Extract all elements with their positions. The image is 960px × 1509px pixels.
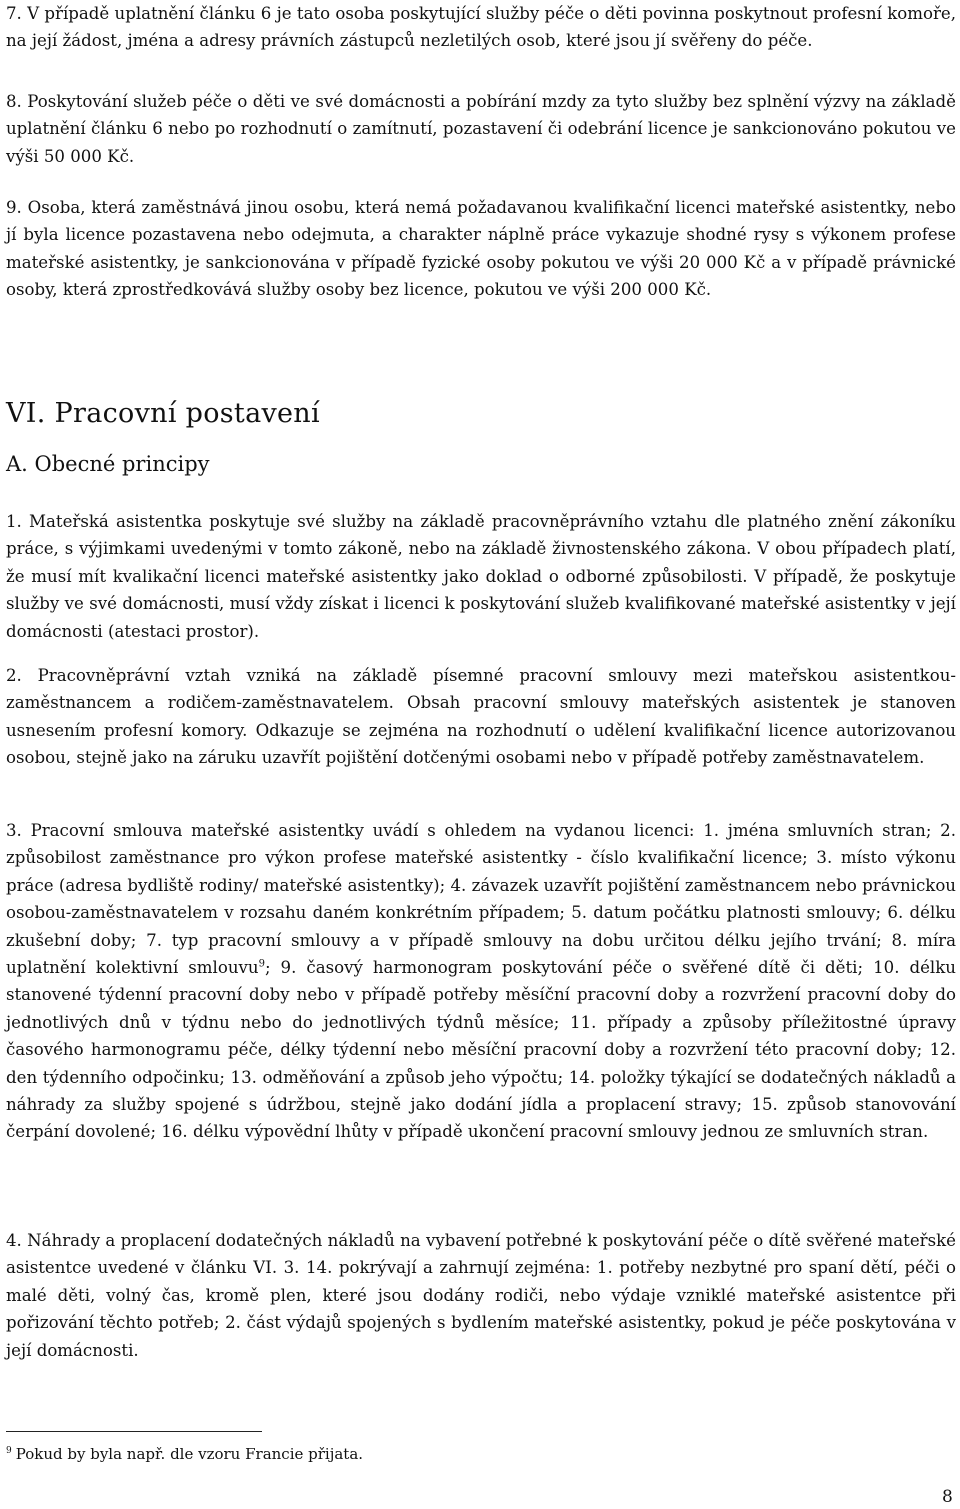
paragraph-section-3-part-2: ; 9. časový harmonogram poskytování péče o svěřené dítě či děti; 10. délku stanovené týdenní pracovní doby nebo v případě potřeby měsíční pracovní doby a rozvržení pracovní doby do jednotlivých dnů v týdnu nebo do jednotlivých týdnů měsíce; 11. případy a způsoby příležitostné úpravy časového harmonogramu péče, délky týdenní nebo měsíční pracovní doby a rozvržení této pracovní doby; 12. den týdenního odpočinku; 13. odměňování a způsob jeho výpočtu; 14. položky týkající se dodatečných nákladů a náhrady za služby spojené s údržbou, stejně jako dodání jídla a proplacení stravy; 15. způsob stanovování čerpání dovolené; 16. délku výpovědní lhůty v případě ukončení pracovní smlouvy jednou ze smluvních stran. [6,958,956,1142]
footnote-separator [6,1431,262,1432]
paragraph-8: 8. Poskytování služeb péče o děti ve své domácnosti a pobírání mzdy za tyto služby bez splnění výzvy na základě uplatnění článku 6 nebo po rozhodnutí o zamítnutí, pozastavení či odebrání licence je sankcionováno pokutou ve výši 50 000 Kč. [6,92,956,166]
paragraph-section-1: 1. Mateřská asistentka poskytuje své služby na základě pracovněprávního vztahu dle platného znění zákoníku práce, s výjimkami uvedenými v tomto zákoně, nebo na základě živnostenského zákona. V obou případech platí, že musí mít kvalikační licenci mateřské asistentky jako doklad o odborné způsobilosti. V případě, že poskytuje služby ve své domácnosti, musí vždy získat i licenci k poskytování služeb kvalifikované mateřské asistentky v její domácnosti (atestaci prostor). [6,512,956,641]
page-number: 8 [942,1487,953,1507]
paragraph-section-3-part-1: 3. Pracovní smlouva mateřské asistentky uvádí s ohledem na vydanou licenci: 1. jména smluvních stran; 2. způsobilost zaměstnance pro výkon profese mateřské asistentky - číslo kvalifikační licence; 3. místo výkonu práce (adresa bydliště rodiny/ mateřské asistentky); 4. závazek uzavřít pojištění zaměstnancem nebo právnickou osobou-zaměstnavatelem v rozsahu daném konkrétním případem; 5. datum počátku platnosti smlouvy; 6. délku zkušební doby; 7. typ pracovní smlouvy a v případě smlouvy na dobu určitou délku jejího trvání; 8. míra uplatnění kolektivní smlouvu [6,821,956,978]
footnote-text: Pokud by byla např. dle vzoru Francie přijata. [15,1445,364,1463]
paragraph-section-3 [6,817,956,1146]
footnote-reference[interactable]: 9 [258,958,265,970]
paragraph-9: 9. Osoba, která zaměstnává jinou osobu, která nemá požadavanou kvalifikační licenci mateřské asistentky, nebo jí byla licence pozastavena nebo odejmuta, a charakter náplně práce vykazuje shodné rysy s výkonem profese mateřské asistentky, je sankcionována v případě fyzické osoby pokutou ve výši 20 000 Kč a v případě právnické osoby, která zprostředkovává služby osoby bez licence, pokutou ve výši 200 000 Kč. [6,198,956,300]
paragraph-section-2: 2. Pracovněprávní vztah vzniká na základě písemné pracovní smlouvy mezi mateřskou asistentkou-zaměstnancem a rodičem-zaměstnavatelem. Obsah pracovní smlouvy mateřských asistentek je stanoven usnesením profesní komory. Odkazuje se zejména na rozhodnutí o udělení kvalifikační licence autorizovanou osobou, stejně jako na záruku uzavřít pojištění dotčenými osobami nebo v případě potřeby zaměstnavatelem. [6,666,956,768]
footnote-marker: 9 [6,1446,12,1456]
paragraph-7: 7. V případě uplatnění článku 6 je tato osoba poskytující služby péče o děti povinna poskytnout profesní komoře, na její žádost, jména a adresy právních zástupců nezletilých osob, které jsou jí svěřeny do péče. [6,4,956,51]
subsection-heading: A. Obecné principy [6,452,210,476]
footnote [6,1445,363,1463]
paragraph-section-4: 4. Náhrady a proplacení dodatečných nákladů na vybavení potřebné k poskytování péče o dítě svěřené mateřské asistentce uvedené v článku VI. 3. 14. pokrývají a zahrnují zejména: 1. potřeby nezbytné pro spaní dětí, péči o malé děti, volný čas, kromě plen, které jsou dodány rodiči, nebo výdaje vzniklé mateřské asistentce při pořizování těchto potřeb; 2. část výdajů spojených s bydlením mateřské asistentky, pokud je péče poskytována v její domácnosti. [6,1231,956,1360]
section-heading: VI. Pracovní postavení [6,398,320,429]
